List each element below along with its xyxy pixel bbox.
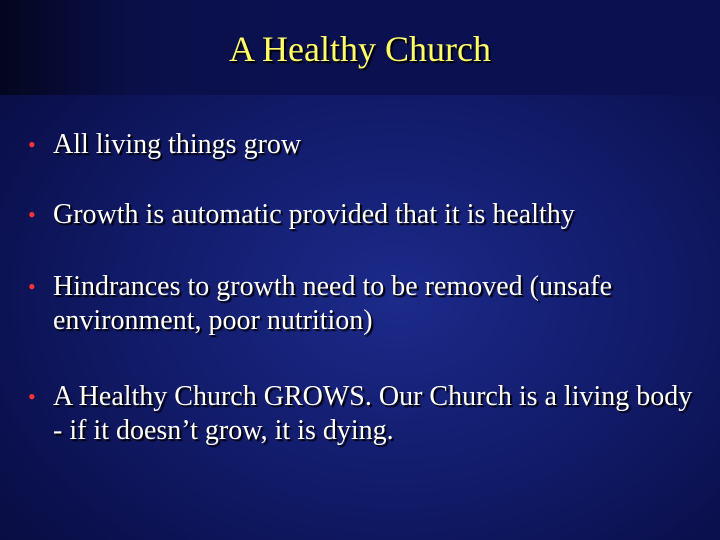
bullet-text: Growth is automatic provided that it is healthy xyxy=(53,199,575,230)
bullet-item xyxy=(28,128,708,162)
bullet-text: A Healthy Church GROWS. Our Church is a living body - if it doesn’t grow, it is dying. xyxy=(53,381,693,446)
bullet-item xyxy=(28,198,708,232)
bullet-item xyxy=(28,270,708,338)
slide-title: A Healthy Church xyxy=(229,29,491,69)
bullet-icon: • xyxy=(28,384,36,409)
bullet-text: Hindrances to growth need to be removed (unsafe environment, poor nutrition) xyxy=(53,271,613,336)
bullet-text: All living things grow xyxy=(53,129,302,160)
bullet-item xyxy=(28,380,708,448)
bullet-icon: • xyxy=(28,274,36,299)
bullet-icon: • xyxy=(28,132,36,157)
bullet-icon: • xyxy=(28,202,36,227)
